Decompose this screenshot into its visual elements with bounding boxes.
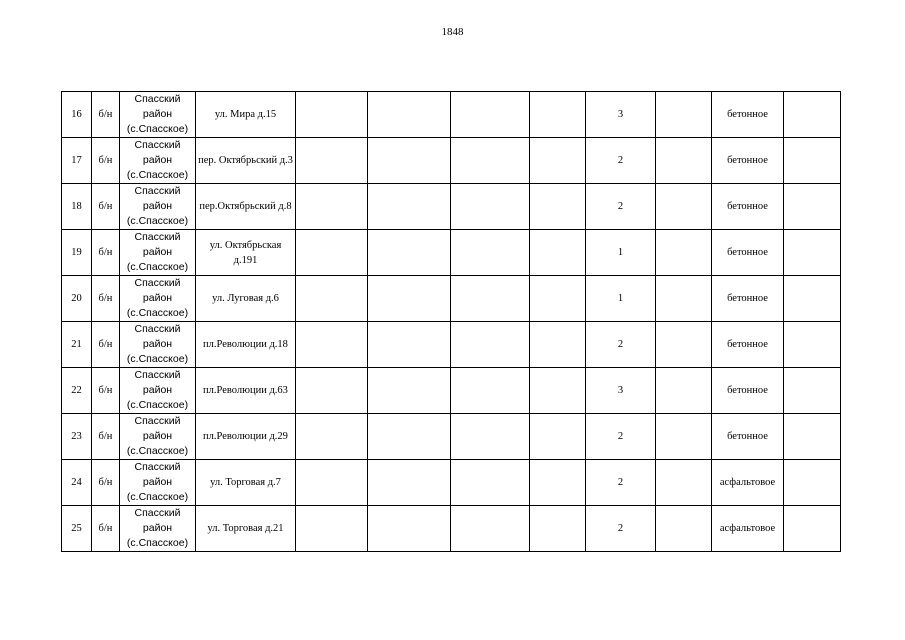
registry-number-cell: б/н bbox=[92, 184, 120, 230]
district-cell: Спасский район (с.Спасское) bbox=[120, 368, 196, 414]
table-row bbox=[62, 414, 841, 460]
row-number-cell: 18 bbox=[62, 184, 92, 230]
empty-cell-6 bbox=[368, 414, 451, 460]
empty-cell-7 bbox=[451, 414, 530, 460]
address-cell: пл.Революции д.63 bbox=[196, 368, 296, 414]
district-cell: Спасский район (с.Спасское) bbox=[120, 322, 196, 368]
empty-cell-5 bbox=[296, 506, 368, 552]
empty-cell-12 bbox=[784, 92, 841, 138]
table-row bbox=[62, 460, 841, 506]
count-cell: 1 bbox=[586, 276, 656, 322]
row-number-cell: 23 bbox=[62, 414, 92, 460]
empty-cell-12 bbox=[784, 506, 841, 552]
empty-cell-5 bbox=[296, 184, 368, 230]
district-cell: Спасский район (с.Спасское) bbox=[120, 460, 196, 506]
empty-cell-7 bbox=[451, 506, 530, 552]
empty-cell-6 bbox=[368, 230, 451, 276]
row-number-cell: 20 bbox=[62, 276, 92, 322]
empty-cell-8 bbox=[530, 92, 586, 138]
table-row bbox=[62, 322, 841, 368]
empty-cell-10 bbox=[656, 230, 712, 276]
surface-type-cell: бетонное bbox=[712, 276, 784, 322]
row-number-cell: 19 bbox=[62, 230, 92, 276]
registry-number-cell: б/н bbox=[92, 460, 120, 506]
empty-cell-5 bbox=[296, 92, 368, 138]
row-number-cell: 25 bbox=[62, 506, 92, 552]
empty-cell-7 bbox=[451, 276, 530, 322]
address-cell: ул. Луговая д.6 bbox=[196, 276, 296, 322]
address-cell: пер. Октябрьский д.3 bbox=[196, 138, 296, 184]
count-cell: 3 bbox=[586, 368, 656, 414]
empty-cell-6 bbox=[368, 460, 451, 506]
registry-number-cell: б/н bbox=[92, 506, 120, 552]
empty-cell-6 bbox=[368, 322, 451, 368]
surface-type-cell: асфальтовое bbox=[712, 506, 784, 552]
count-cell: 2 bbox=[586, 138, 656, 184]
table-row bbox=[62, 506, 841, 552]
row-number-cell: 24 bbox=[62, 460, 92, 506]
empty-cell-6 bbox=[368, 184, 451, 230]
address-cell: ул. Октябрьская д.191 bbox=[196, 230, 296, 276]
empty-cell-12 bbox=[784, 230, 841, 276]
register-table bbox=[61, 91, 841, 552]
address-cell: пл.Революции д.29 bbox=[196, 414, 296, 460]
count-cell: 3 bbox=[586, 92, 656, 138]
empty-cell-8 bbox=[530, 138, 586, 184]
address-cell: ул. Торговая д.21 bbox=[196, 506, 296, 552]
count-cell: 2 bbox=[586, 460, 656, 506]
district-cell: Спасский район (с.Спасское) bbox=[120, 276, 196, 322]
empty-cell-8 bbox=[530, 184, 586, 230]
registry-number-cell: б/н bbox=[92, 138, 120, 184]
address-cell: ул. Торговая д.7 bbox=[196, 460, 296, 506]
empty-cell-8 bbox=[530, 506, 586, 552]
empty-cell-8 bbox=[530, 276, 586, 322]
table-row bbox=[62, 368, 841, 414]
empty-cell-6 bbox=[368, 506, 451, 552]
count-cell: 2 bbox=[586, 414, 656, 460]
surface-type-cell: бетонное bbox=[712, 322, 784, 368]
empty-cell-6 bbox=[368, 276, 451, 322]
registry-number-cell: б/н bbox=[92, 414, 120, 460]
empty-cell-7 bbox=[451, 184, 530, 230]
count-cell: 2 bbox=[586, 184, 656, 230]
empty-cell-12 bbox=[784, 368, 841, 414]
registry-number-cell: б/н bbox=[92, 276, 120, 322]
empty-cell-10 bbox=[656, 138, 712, 184]
surface-type-cell: бетонное bbox=[712, 184, 784, 230]
table-row bbox=[62, 92, 841, 138]
empty-cell-7 bbox=[451, 230, 530, 276]
empty-cell-12 bbox=[784, 322, 841, 368]
empty-cell-5 bbox=[296, 460, 368, 506]
registry-number-cell: б/н bbox=[92, 230, 120, 276]
address-cell: ул. Мира д.15 bbox=[196, 92, 296, 138]
empty-cell-12 bbox=[784, 138, 841, 184]
district-cell: Спасский район (с.Спасское) bbox=[120, 230, 196, 276]
empty-cell-8 bbox=[530, 460, 586, 506]
empty-cell-7 bbox=[451, 368, 530, 414]
empty-cell-10 bbox=[656, 276, 712, 322]
row-number-cell: 16 bbox=[62, 92, 92, 138]
table-body bbox=[62, 92, 841, 552]
empty-cell-8 bbox=[530, 322, 586, 368]
empty-cell-7 bbox=[451, 92, 530, 138]
empty-cell-6 bbox=[368, 138, 451, 184]
empty-cell-5 bbox=[296, 276, 368, 322]
district-cell: Спасский район (с.Спасское) bbox=[120, 92, 196, 138]
registry-number-cell: б/н bbox=[92, 92, 120, 138]
count-cell: 1 bbox=[586, 230, 656, 276]
registry-number-cell: б/н bbox=[92, 368, 120, 414]
surface-type-cell: бетонное bbox=[712, 138, 784, 184]
empty-cell-7 bbox=[451, 322, 530, 368]
row-number-cell: 17 bbox=[62, 138, 92, 184]
empty-cell-12 bbox=[784, 460, 841, 506]
empty-cell-5 bbox=[296, 414, 368, 460]
district-cell: Спасский район (с.Спасское) bbox=[120, 414, 196, 460]
empty-cell-10 bbox=[656, 322, 712, 368]
empty-cell-12 bbox=[784, 414, 841, 460]
empty-cell-8 bbox=[530, 368, 586, 414]
empty-cell-10 bbox=[656, 460, 712, 506]
registry-number-cell: б/н bbox=[92, 322, 120, 368]
empty-cell-5 bbox=[296, 230, 368, 276]
empty-cell-5 bbox=[296, 138, 368, 184]
table-row bbox=[62, 138, 841, 184]
empty-cell-5 bbox=[296, 368, 368, 414]
surface-type-cell: бетонное bbox=[712, 92, 784, 138]
surface-type-cell: бетонное bbox=[712, 368, 784, 414]
count-cell: 2 bbox=[586, 506, 656, 552]
surface-type-cell: бетонное bbox=[712, 414, 784, 460]
district-cell: Спасский район (с.Спасское) bbox=[120, 138, 196, 184]
empty-cell-8 bbox=[530, 230, 586, 276]
surface-type-cell: бетонное bbox=[712, 230, 784, 276]
empty-cell-10 bbox=[656, 414, 712, 460]
empty-cell-10 bbox=[656, 506, 712, 552]
empty-cell-10 bbox=[656, 92, 712, 138]
table-row bbox=[62, 276, 841, 322]
address-cell: пер.Октябрьский д.8 bbox=[196, 184, 296, 230]
empty-cell-5 bbox=[296, 322, 368, 368]
empty-cell-8 bbox=[530, 414, 586, 460]
district-cell: Спасский район (с.Спасское) bbox=[120, 184, 196, 230]
empty-cell-6 bbox=[368, 92, 451, 138]
count-cell: 2 bbox=[586, 322, 656, 368]
table-row bbox=[62, 184, 841, 230]
empty-cell-7 bbox=[451, 460, 530, 506]
empty-cell-7 bbox=[451, 138, 530, 184]
district-cell: Спасский район (с.Спасское) bbox=[120, 506, 196, 552]
empty-cell-10 bbox=[656, 368, 712, 414]
page-number: 1848 bbox=[441, 26, 464, 38]
empty-cell-10 bbox=[656, 184, 712, 230]
row-number-cell: 22 bbox=[62, 368, 92, 414]
address-cell: пл.Революции д.18 bbox=[196, 322, 296, 368]
row-number-cell: 21 bbox=[62, 322, 92, 368]
table-row bbox=[62, 230, 841, 276]
empty-cell-12 bbox=[784, 276, 841, 322]
empty-cell-12 bbox=[784, 184, 841, 230]
surface-type-cell: асфальтовое bbox=[712, 460, 784, 506]
empty-cell-6 bbox=[368, 368, 451, 414]
